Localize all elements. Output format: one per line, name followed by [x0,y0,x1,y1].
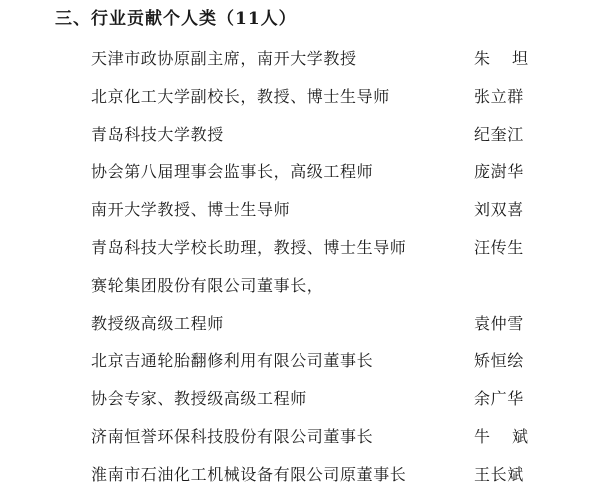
list-item [91,153,541,191]
list-item [91,380,541,418]
entry-name: 刘双喜 [474,200,524,220]
entry-name: 矫恒绘 [474,351,524,371]
entry-description: 协会第八届理事会监事长，高级工程师 [91,162,374,182]
award-list [91,40,551,494]
entry-name: 牛斌 [474,426,551,446]
list-item [91,116,541,154]
entry-name: 纪奎江 [474,124,524,144]
entry-description: 青岛科技大学教授 [91,124,224,144]
entry-description: 协会专家、教授级高级工程师 [91,389,307,409]
list-item [91,342,541,380]
entry-name: 朱坦 [474,49,551,68]
list-item [91,229,541,267]
entry-description: 济南恒誉环保科技股份有限公司董事长 [91,426,374,446]
list-item [91,78,541,116]
list-item [91,305,541,343]
section-title: 三、行业贡献个人类（11人） [55,9,297,29]
entry-name: 汪传生 [474,237,524,257]
entry-name: 余广华 [474,389,524,409]
entry-name: 庞澍华 [474,162,524,182]
entry-description: 赛轮集团股份有限公司董事长， [91,275,324,295]
entry-description: 天津市政协原副主席，南开大学教授 [91,49,357,68]
entry-description: 青岛科技大学校长助理，教授、博士生导师 [91,237,407,257]
entry-name: 袁仲雪 [474,313,524,333]
entry-description: 北京吉通轮胎翻修利用有限公司董事长 [91,351,374,371]
list-item [91,456,541,494]
list-item [91,418,551,456]
entry-description: 南开大学教授、博士生导师 [91,200,291,220]
entry-description: 教授级高级工程师 [91,313,224,333]
entry-description: 淮南市石油化工机械设备有限公司原董事长 [91,464,407,484]
entry-name: 王长斌 [474,464,524,484]
list-item [91,267,541,305]
list-item [91,40,551,78]
entry-name: 张立群 [474,86,524,106]
list-item [91,191,541,229]
entry-description: 北京化工大学副校长，教授、博士生导师 [91,86,390,106]
